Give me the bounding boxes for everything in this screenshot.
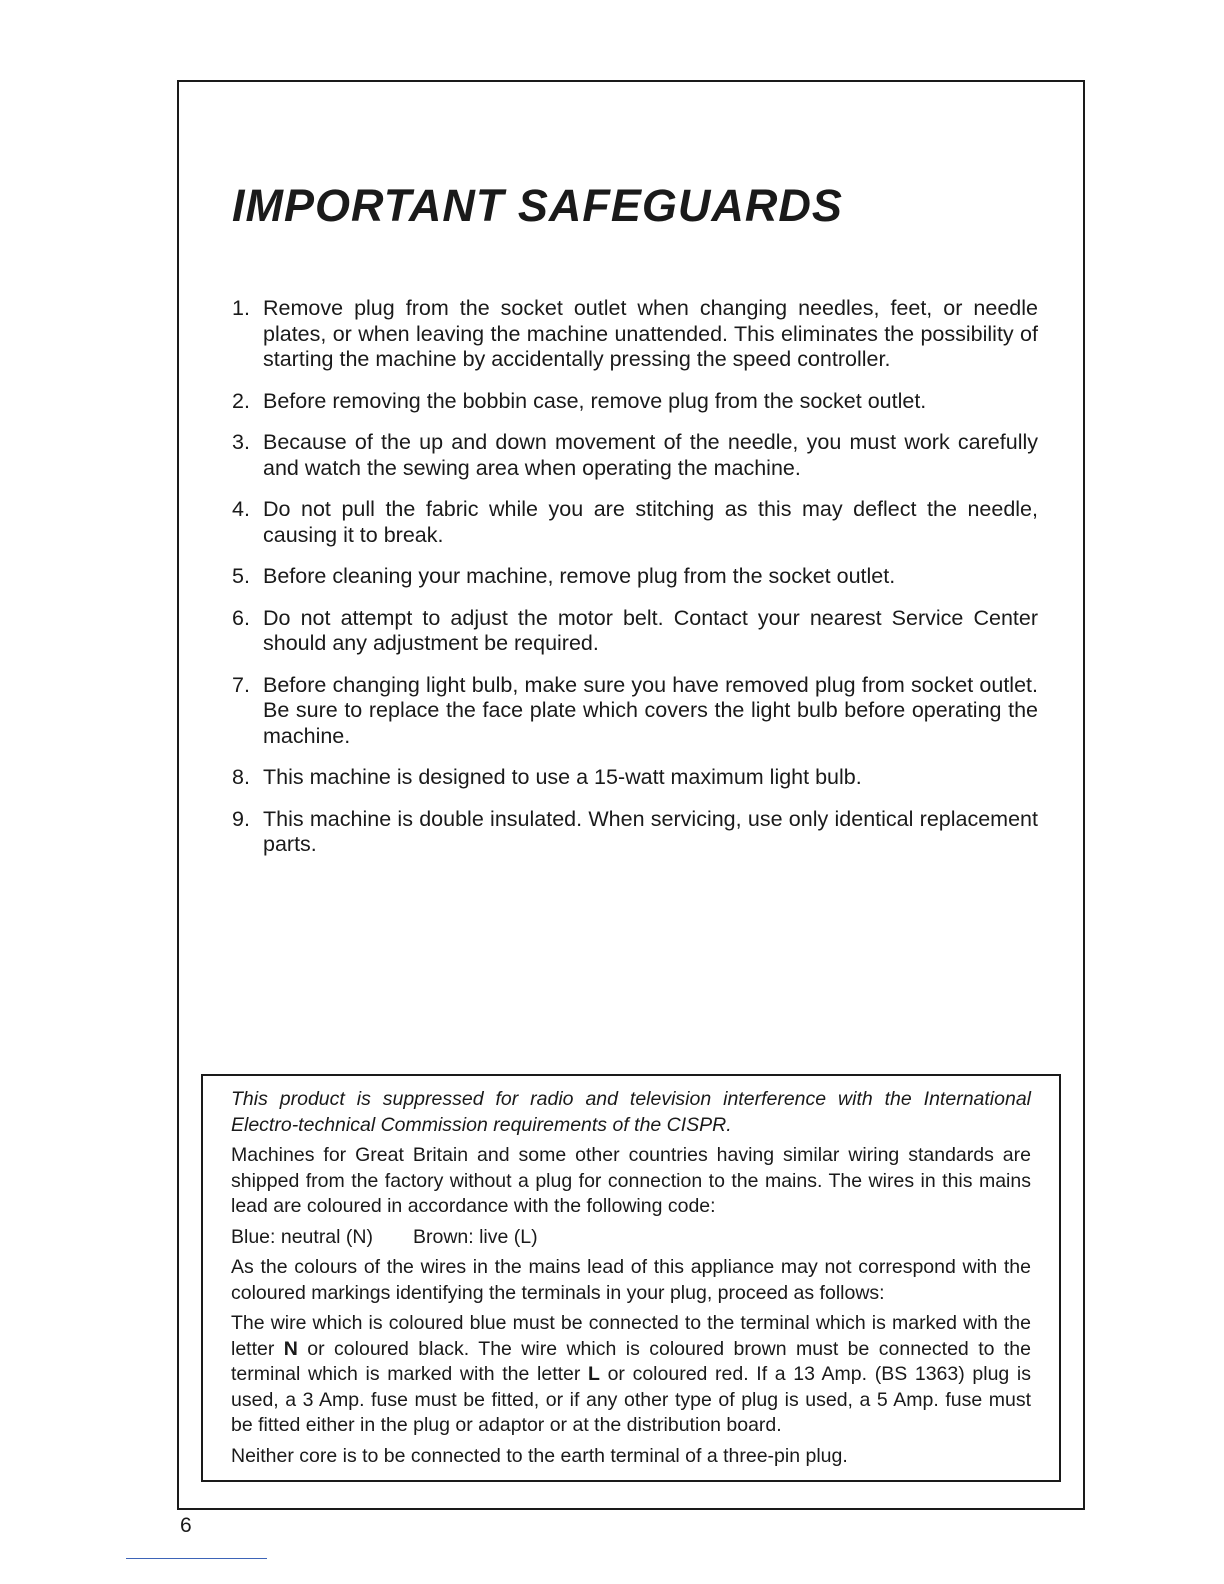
- page-title: IMPORTANT SAFEGUARDS: [232, 180, 843, 231]
- item-number: 4.: [232, 497, 250, 521]
- instruction-text: The wire which is coloured blue must be connected to the terminal which is marked with the letter: [231, 1312, 1031, 1360]
- electrical-notice-box: [201, 1074, 1061, 1482]
- item-text: Before cleaning your machine, remove plug from the socket outlet.: [263, 564, 896, 588]
- item-text: Remove plug from the socket outlet when changing needles, feet, or needle plates, or when leaving the machine unattended. This eliminates the possibility of starting the machine by accidentally pressing the speed controller.: [263, 296, 1038, 371]
- list-item: [232, 497, 1038, 548]
- item-number: 6.: [232, 605, 250, 630]
- wiring-instructions: [231, 1311, 1031, 1439]
- list-item: [232, 430, 1038, 481]
- brown-wire-code: Brown: live (L): [412, 1225, 538, 1248]
- item-number: 9.: [232, 806, 250, 831]
- instruction-text: or coloured black. The wire which is coloured brown must be connected to the terminal which is marked with the letter: [231, 1337, 1031, 1385]
- wiring-caution: As the colours of the wires in the mains lead of this appliance may not correspond with the coloured markings identifying the terminals in your plug, proceed as follows:: [231, 1256, 1031, 1304]
- suppression-statement: This product is suppressed for radio and television interference with the International Electro-technical Commission requirements of the CISPR.: [231, 1088, 1031, 1136]
- list-item: [232, 807, 1038, 858]
- page-number: 6: [180, 1514, 192, 1537]
- item-text: This machine is double insulated. When servicing, use only identical replacement parts.: [263, 806, 1038, 856]
- wire-color-codes: [231, 1225, 1031, 1251]
- list-item: [232, 389, 1038, 415]
- list-item: [232, 765, 1038, 791]
- item-number: 5.: [232, 564, 250, 588]
- item-text: This machine is designed to use a 15-watt maximum light bulb.: [263, 765, 862, 789]
- earth-warning: Neither core is to be connected to the earth terminal of a three-pin plug.: [231, 1444, 848, 1467]
- list-item: [232, 673, 1038, 750]
- item-number: 1.: [232, 296, 250, 320]
- item-text: Do not pull the fabric while you are stitching as this may deflect the needle, causing it to break.: [263, 497, 1038, 547]
- instruction-text: or coloured red. If a 13 Amp. (BS 1363) plug is used, a 3 Amp. fuse must be fitted, or if any other type of plug is used, a 5 Amp. fuse must be fitted either in the plug or adaptor or at the distribution board.: [231, 1363, 1031, 1436]
- item-number: 7.: [232, 672, 250, 697]
- wiring-intro: Machines for Great Britain and some other countries having similar wiring standards are shipped from the factory without a plug for connection to the mains. The wires in this mains lead are coloured in accordance with the following code:: [231, 1144, 1031, 1217]
- item-text: Before changing light bulb, make sure you have removed plug from socket outlet. Be sure to replace the face plate which covers the light bulb before operating the machine.: [263, 672, 1038, 748]
- item-text: Because of the up and down movement of the needle, you must work carefully and watch the sewing area when operating the machine.: [263, 430, 1038, 480]
- footer-rule: [126, 1558, 267, 1559]
- item-text: Before removing the bobbin case, remove plug from the socket outlet.: [263, 388, 927, 413]
- item-text: Do not attempt to adjust the motor belt. Contact your nearest Service Center should any adjustment be required.: [263, 605, 1038, 655]
- letter-n: N: [283, 1337, 298, 1360]
- list-item: [232, 296, 1038, 373]
- item-number: 2.: [232, 388, 250, 413]
- list-item: [232, 564, 1038, 590]
- item-number: 3.: [232, 430, 250, 454]
- item-number: 8.: [232, 765, 250, 789]
- safeguards-list: [232, 296, 1038, 874]
- list-item: [232, 606, 1038, 657]
- letter-l: L: [588, 1363, 600, 1385]
- blue-wire-code: Blue: neutral (N): [231, 1225, 373, 1248]
